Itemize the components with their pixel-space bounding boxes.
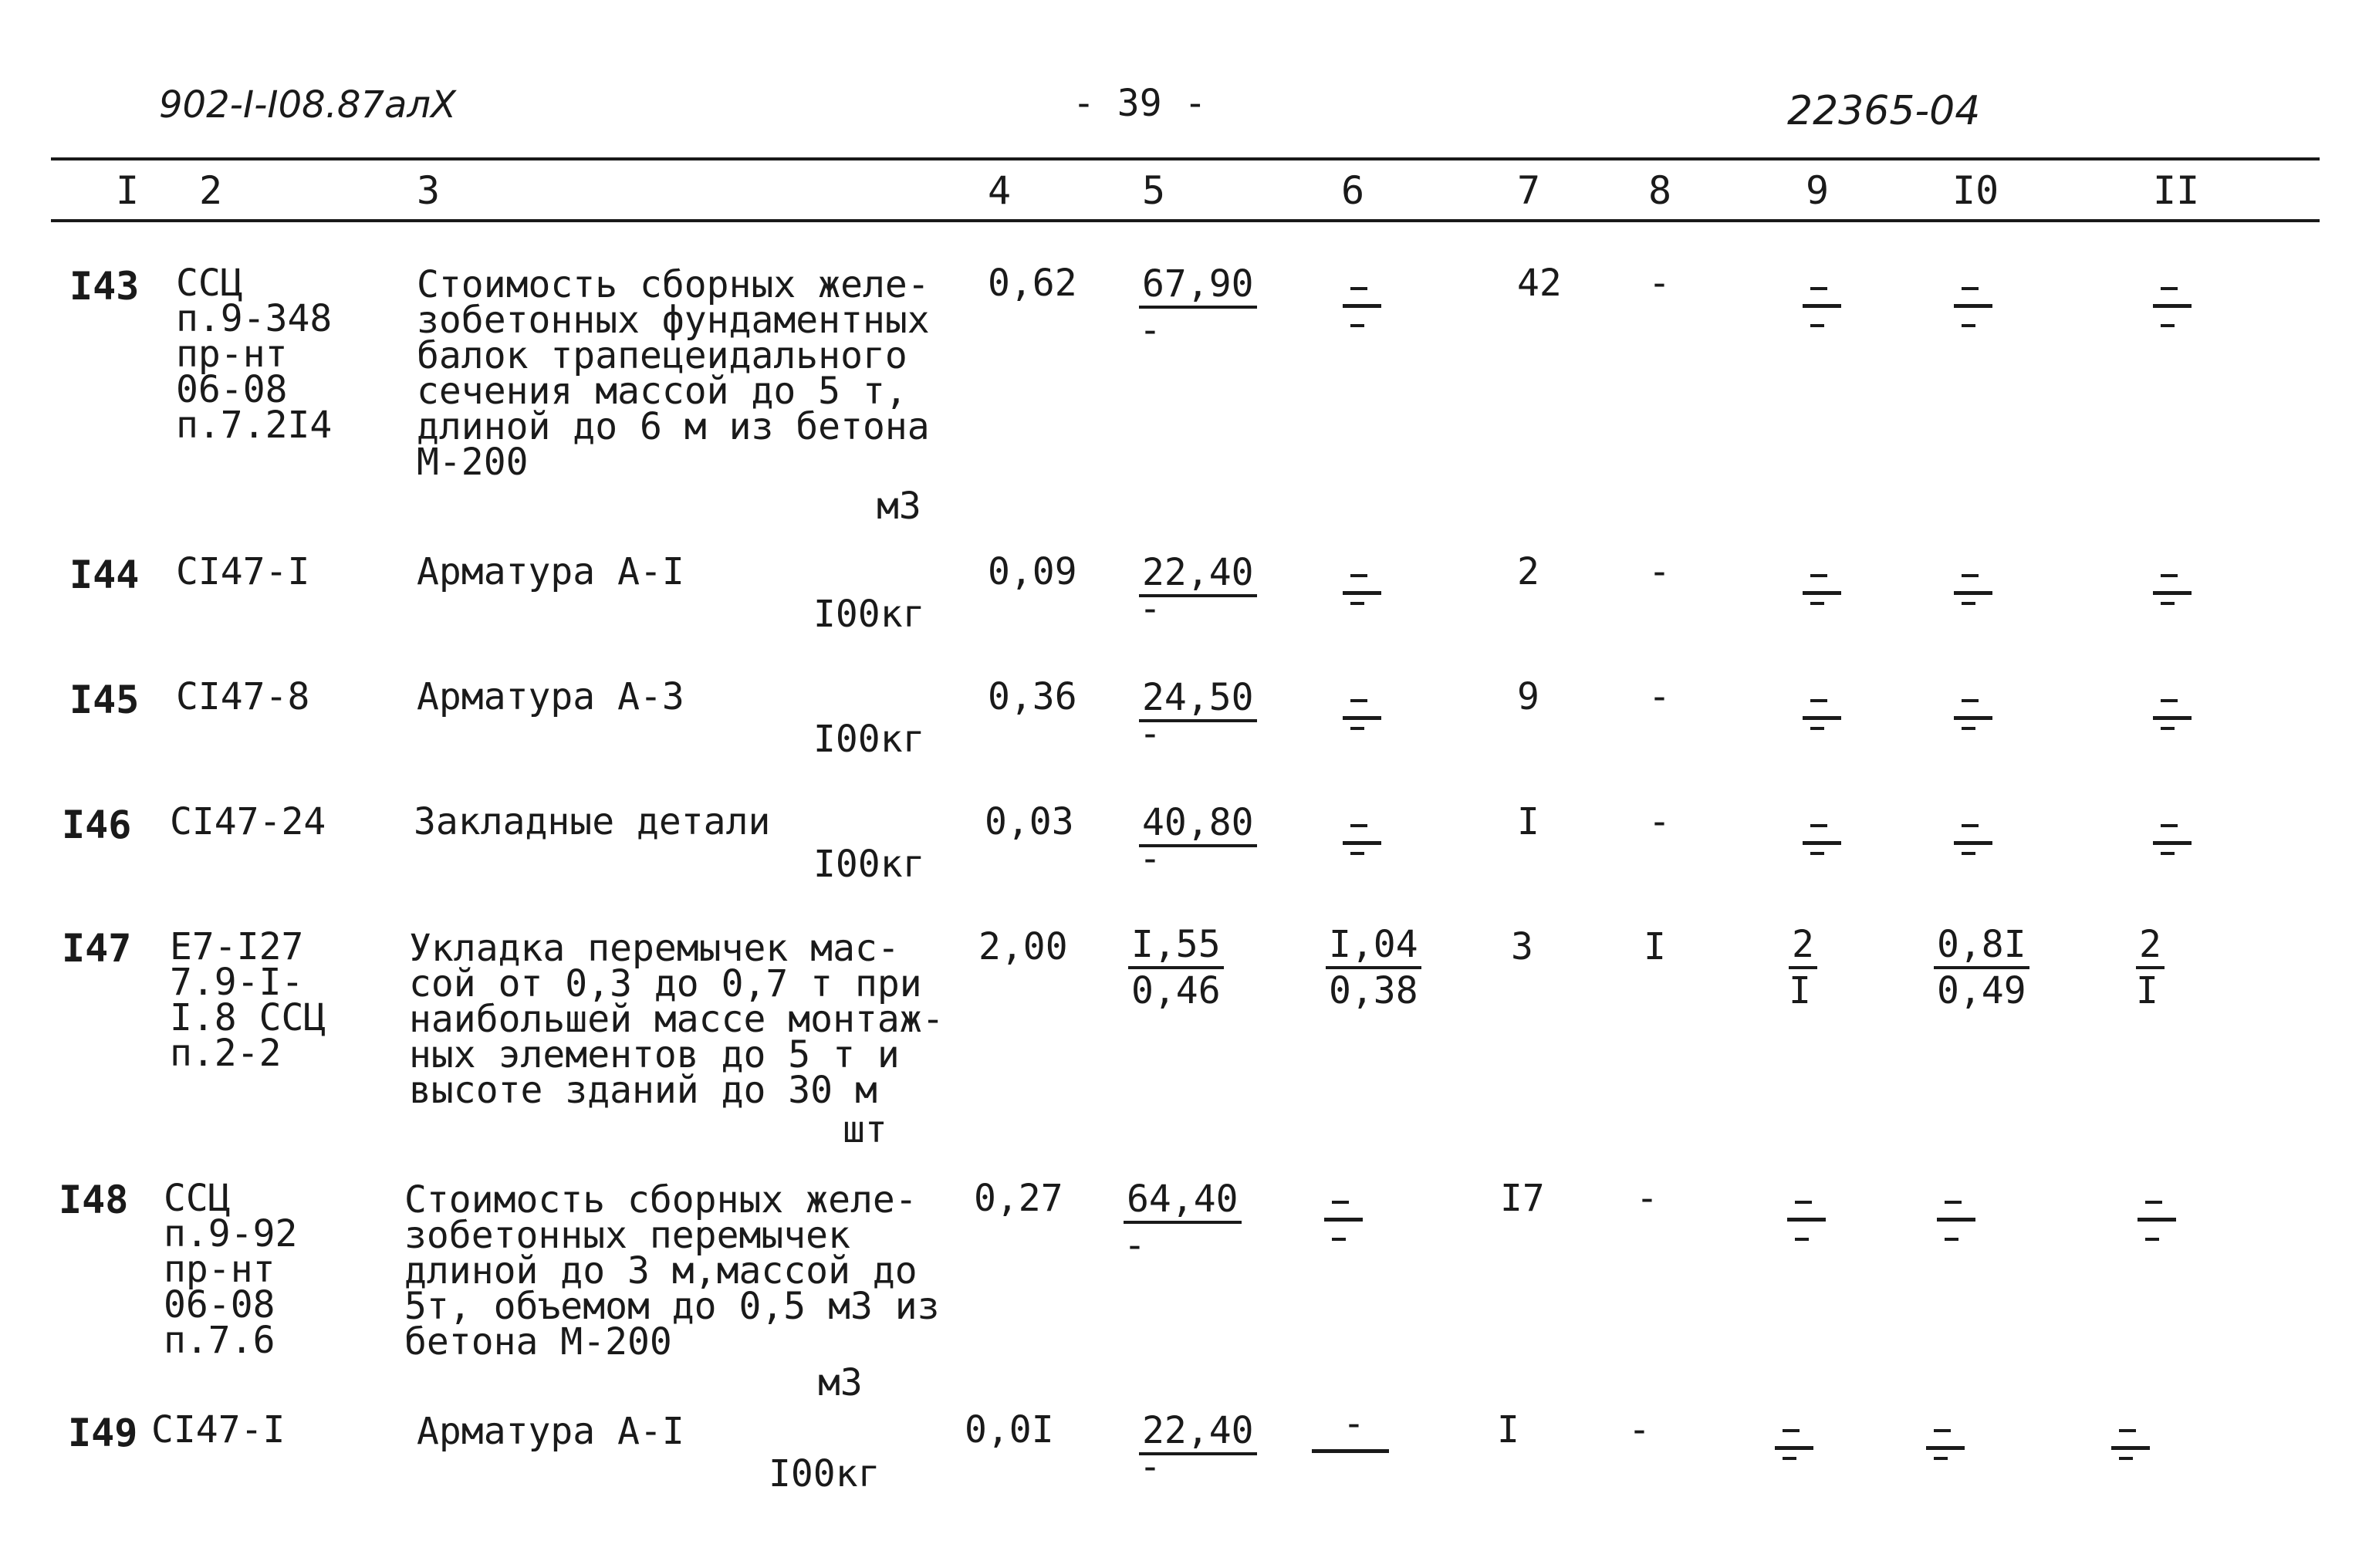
col9-dash-fraction [1803, 824, 1841, 872]
col6-dash-fraction [1343, 824, 1381, 872]
price-denominator: - [1139, 837, 1161, 880]
row-price-fraction [1139, 551, 1257, 630]
row-price-fraction [1139, 801, 1257, 880]
col11-dash-fraction [2111, 1429, 2150, 1477]
row-description: Арматура А-I [417, 1410, 684, 1453]
price-numerator: 24,50 [1139, 676, 1257, 722]
row-col8: - [1648, 675, 1671, 718]
row-col7: 42 [1517, 262, 1562, 305]
col-header-7: 7 [1517, 168, 1541, 213]
row-quantity: 0,09 [988, 550, 1077, 593]
col11-dash-fraction [2153, 699, 2192, 747]
col9-dash-fraction [1775, 1429, 1813, 1477]
row-code: CI47-I [176, 550, 310, 593]
price-denominator: - [1139, 712, 1161, 755]
row-quantity: 0,03 [985, 800, 1074, 843]
row-unit: м3 [877, 485, 921, 528]
row-col10-fraction [1934, 923, 2029, 1012]
row-description: Закладные детали [414, 800, 771, 843]
row-description: Арматура А-I [417, 550, 684, 593]
col10-dash-fraction [1937, 1201, 1975, 1249]
row-price-fraction [1139, 1409, 1257, 1489]
row-code: ССЦ п.9-92 пр-нт 06-08 п.7.6 [164, 1177, 298, 1362]
row-description: Стоимость сборных желе- зобетонных перемычек длиной до 3 м,массой до 5т, объемом до 0,5 м3 из бетона М-200 [404, 1178, 940, 1364]
row-number: I44 [69, 553, 140, 597]
price-denominator: - [1139, 1445, 1161, 1489]
col9-dash-fraction [1803, 699, 1841, 747]
price-numerator: 22,40 [1139, 551, 1257, 597]
row-number: I49 [68, 1411, 138, 1455]
row-col8: - [1636, 1177, 1658, 1220]
row-unit: I00кг [813, 718, 925, 761]
row-description: Укладка перемычек мас- сой от 0,3 до 0,7 т при наибольшей массе монтаж- ных элементов до 5 т и высоте зданий до 30 м [409, 927, 945, 1112]
col11-dash-fraction [2153, 824, 2192, 872]
col-header-3: 3 [417, 168, 441, 213]
col9-dash-fraction [1803, 287, 1841, 335]
row-number: I46 [62, 803, 132, 847]
col9-dash-fraction [1787, 1201, 1826, 1249]
header-bottom-rule [51, 219, 2320, 222]
col-header-11: II [2153, 168, 2200, 213]
col-header-2: 2 [199, 168, 223, 213]
price-denominator: - [1124, 1224, 1146, 1267]
col11-numerator: 2 [2136, 923, 2165, 969]
price-numerator: 40,80 [1139, 801, 1257, 847]
row-price-fraction [1128, 923, 1224, 1012]
col-header-4: 4 [988, 168, 1012, 213]
col11-dash-fraction [2153, 287, 2192, 335]
row-price-fraction [1124, 1178, 1242, 1267]
col-header-9: 9 [1806, 168, 1830, 213]
row-col8: - [1628, 1408, 1651, 1451]
row-col9-fraction [1789, 923, 1817, 1012]
col6-numerator: I,04 [1326, 923, 1421, 969]
price-denominator: - [1139, 587, 1161, 630]
col10-dash-fraction [1954, 824, 1992, 872]
col-header-6: 6 [1341, 168, 1365, 213]
row-code: ССЦ п.9-348 пр-нт 06-08 п.7.2I4 [176, 262, 333, 447]
price-numerator: 22,40 [1139, 1409, 1257, 1455]
col11-dash-fraction [2153, 574, 2192, 622]
col10-dash-fraction [1954, 287, 1992, 335]
row-quantity: 0,62 [988, 262, 1077, 305]
col6-dash-fraction [1343, 574, 1381, 622]
col-header-8: 8 [1648, 168, 1672, 213]
col6-underline [1312, 1449, 1389, 1453]
row-unit: I00кг [813, 593, 925, 636]
col-header-1: I [116, 168, 140, 213]
row-col6-fraction [1326, 923, 1421, 1012]
col10-dash-fraction [1926, 1429, 1965, 1477]
row-description: Арматура А-3 [417, 675, 684, 718]
col6-denominator: 0,38 [1329, 969, 1418, 1012]
row-col8: - [1648, 262, 1671, 305]
row-number: I48 [59, 1178, 129, 1222]
sheet-code: 22365-04 [1787, 88, 1981, 134]
row-unit: м3 [818, 1361, 863, 1404]
col9-dash-fraction [1803, 574, 1841, 622]
col6-dash-fraction [1343, 287, 1381, 335]
price-numerator: I,55 [1128, 923, 1224, 969]
row-col8: - [1648, 800, 1671, 843]
col10-denominator: 0,49 [1937, 969, 2026, 1012]
row-number: I47 [62, 926, 132, 971]
row-code: CI47-24 [170, 800, 326, 843]
row-quantity: 0,27 [974, 1177, 1063, 1220]
row-col7: I7 [1500, 1177, 1545, 1220]
price-denominator: 0,46 [1131, 969, 1221, 1012]
row-code: Е7-I27 7.9-I- I.8 ССЦ п.2-2 [170, 925, 326, 1075]
row-quantity: 2,00 [978, 925, 1068, 968]
header-top-rule [51, 157, 2320, 161]
col11-denominator: I [2136, 969, 2158, 1012]
row-code: CI47-8 [176, 675, 310, 718]
row-unit: I00кг [813, 843, 925, 886]
col-header-5: 5 [1142, 168, 1166, 213]
row-col8: - [1648, 550, 1671, 593]
row-number: I45 [69, 678, 140, 722]
row-col7: 2 [1517, 550, 1539, 593]
col9-numerator: 2 [1789, 923, 1817, 969]
price-numerator: 67,90 [1139, 262, 1257, 309]
row-col6: - [1343, 1402, 1365, 1445]
col6-dash-fraction [1343, 699, 1381, 747]
row-quantity: 0,36 [988, 675, 1077, 718]
row-col7: I [1517, 800, 1539, 843]
row-unit: I00кг [769, 1452, 880, 1495]
price-denominator: - [1139, 309, 1161, 352]
row-price-fraction [1139, 676, 1257, 755]
row-col8: I [1644, 925, 1666, 968]
col10-numerator: 0,8I [1934, 923, 2029, 969]
col11-dash-fraction [2138, 1201, 2176, 1249]
row-price-fraction [1139, 262, 1257, 352]
row-quantity: 0,0I [965, 1408, 1054, 1451]
row-col11-fraction [2136, 923, 2165, 1012]
page-number: - 39 - [1073, 82, 1207, 125]
document-code: 902-I-I08.87алХ [159, 83, 456, 127]
row-number: I43 [69, 264, 140, 309]
row-col7: 9 [1517, 675, 1539, 718]
row-col7: I [1497, 1408, 1519, 1451]
col10-dash-fraction [1954, 699, 1992, 747]
price-numerator: 64,40 [1124, 1178, 1242, 1224]
col6-dash-fraction [1324, 1201, 1363, 1249]
col-header-10: I0 [1952, 168, 1999, 213]
row-unit: шт [843, 1108, 887, 1151]
col10-dash-fraction [1954, 574, 1992, 622]
row-description: Стоимость сборных желе- зобетонных фундаментных балок трапецеидального сечения массой до 5 т, длиной до 6 м из бетона М-200 [417, 263, 930, 484]
row-col7: 3 [1511, 925, 1533, 968]
row-code: CI47-I [151, 1408, 286, 1451]
col9-denominator: I [1789, 969, 1811, 1012]
